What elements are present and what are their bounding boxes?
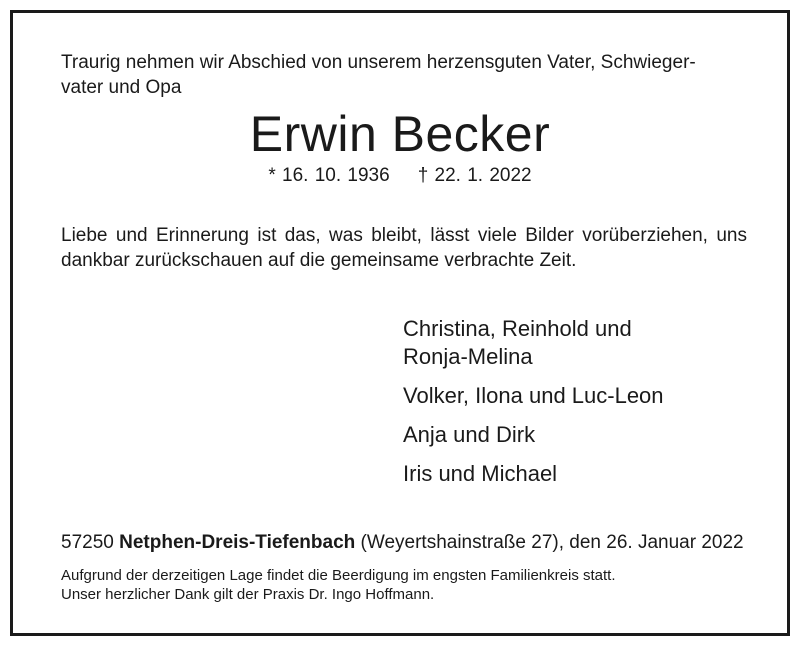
intro-text (61, 50, 747, 100)
location-line (61, 530, 744, 555)
birth-date: * 16. 10. 1936 (268, 165, 390, 186)
family-list (403, 315, 664, 499)
intro-line-2: vater und Opa (61, 77, 182, 98)
note-line: Unser herzlicher Dank gilt der Praxis Dr. Ingo Hoffmann. (61, 586, 435, 603)
deceased-name: Erwin Becker (249, 106, 551, 162)
family-entry-line: Anja und Dirk (403, 422, 536, 447)
family-entry-line: Christina, Reinhold und (403, 316, 632, 341)
family-entry (403, 315, 664, 371)
family-entry-line: Volker, Ilona und Luc-Leon (403, 383, 664, 408)
memorial-verse: Liebe und Erinnerung ist das, was bleibt, lässt viele Bilder vorüberziehen, uns dankbar zurückschauen auf die gemeinsame verbrachte Zeit. (61, 225, 747, 271)
life-dates (13, 164, 787, 188)
family-entry-line: Ronja-Melina (403, 344, 533, 369)
intro-line-1: Traurig nehmen wir Abschied von unserem herzensguten Vater, Schwieger- (61, 52, 696, 73)
family-entry-line: Iris und Michael (403, 461, 558, 486)
obituary-notice (10, 10, 790, 636)
closing-notes (61, 566, 616, 604)
family-entry (403, 421, 664, 449)
death-date: † 22. 1. 2022 (417, 165, 532, 186)
postcode: 57250 (61, 532, 114, 553)
family-entry (403, 460, 664, 488)
town-name: Netphen-Dreis-Tiefenbach (119, 532, 356, 553)
note-line: Aufgrund der derzeitigen Lage findet die Beerdigung im engsten Familienkreis statt. (61, 567, 616, 584)
family-entry (403, 382, 664, 410)
address-and-date: (Weyertshainstraße 27), den 26. Januar 2022 (360, 532, 744, 553)
